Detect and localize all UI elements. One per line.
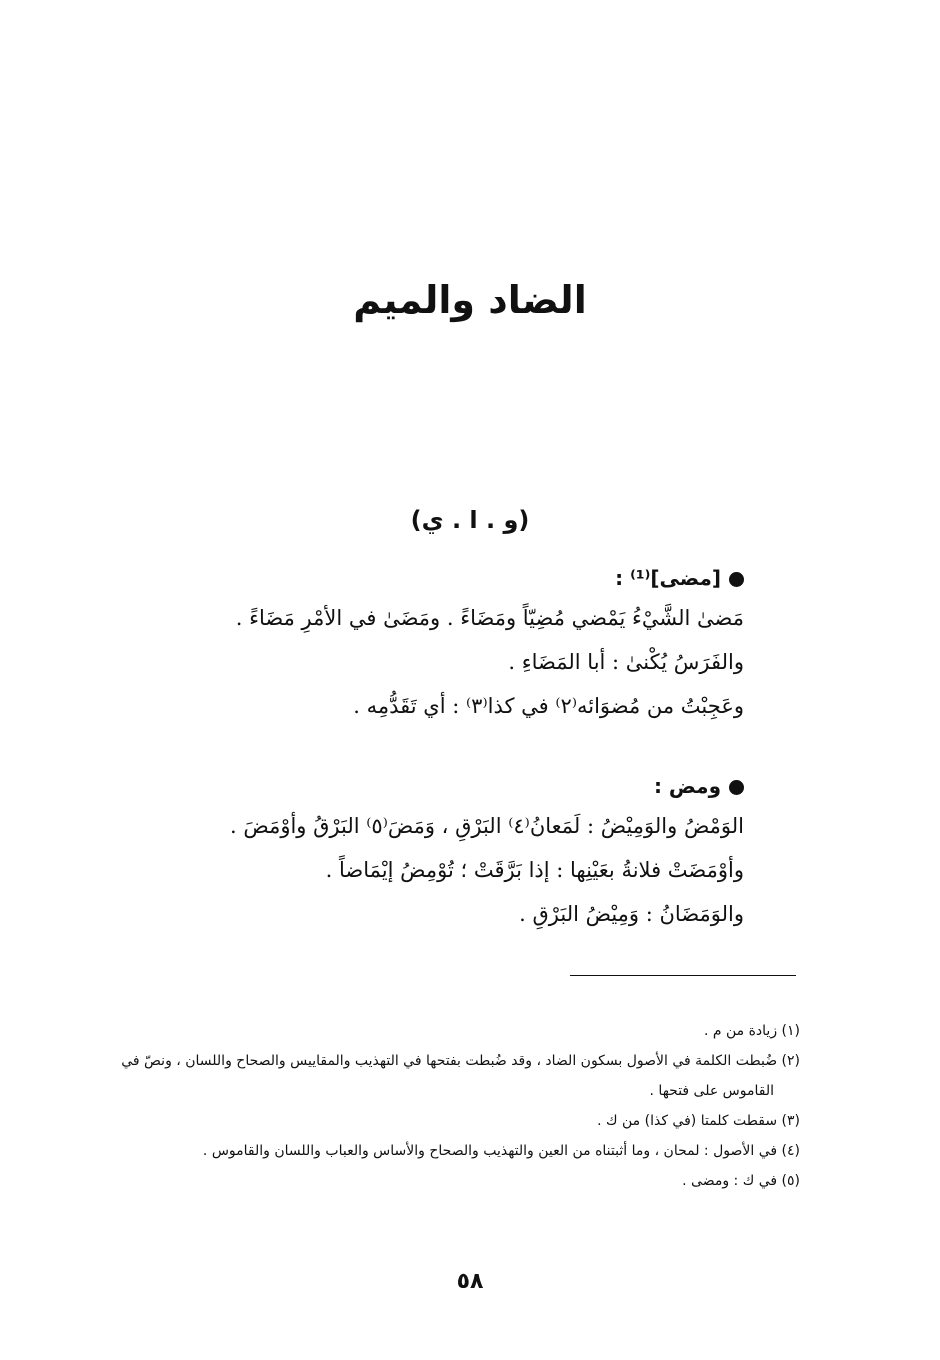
entry-line: وعَجِبْتُ من مُضوَائه⁽٢⁾ في كذا⁽٣⁾ : أي تَقَدُّمِه .: [353, 694, 744, 718]
footnotes: [80, 1016, 800, 1196]
footnote-divider: [570, 975, 796, 976]
entry-headword-text: ومض :: [653, 774, 721, 798]
footnote: (٤) في الأصول : لمحان ، وما أثبتناه من العين والتهذيب والصحاح والأساس والعباب واللسان والقاموس .: [202, 1143, 800, 1159]
entry-wamadh: [164, 768, 744, 936]
entry-line: والفَرَسُ يُكْنىٰ : أبا المَضَاءِ .: [508, 650, 744, 674]
entry-madha: [164, 560, 744, 728]
footnote: (٢) ضُبطت الكلمة في الأصول بسكون الضاد ، وقد ضُبطت بفتحها في التهذيب والمقاييس والصحاح واللسان ، ونصّ في القاموس على فتحها .: [121, 1053, 800, 1099]
footnote: (٥) في ك : ومضى .: [682, 1173, 800, 1189]
chapter-title: الضاد والميم: [353, 278, 587, 322]
entry-headword: [164, 560, 744, 596]
entry-headword-text: [مضى]⁽¹⁾ :: [615, 566, 721, 590]
entry-line: والوَمَضَانُ : وَمِيْضُ البَرْقِ .: [519, 902, 744, 926]
root-heading: (و . ا . ي): [410, 506, 530, 534]
entry-line: وأوْمَضَتْ فلانةُ بعَيْنِها : إذا بَرَّقَتْ ؛ تُوْمِضُ إيْمَاضاً .: [325, 858, 744, 882]
bullet-icon: [729, 572, 744, 587]
entry-line: مَضىٰ الشَّيْءُ يَمْضي مُضِيّاً ومَضَاءً . ومَضَىٰ في الأمْرِ مَضَاءً .: [235, 606, 744, 630]
footnote: (١) زيادة من م .: [703, 1023, 800, 1039]
entry-line: الوَمْضُ والوَمِيْضُ : لَمَعانُ⁽٤⁾ البَرْقِ ، وَمَضَ⁽٥⁾ البَرْقُ وأوْمَضَ .: [230, 814, 744, 838]
bullet-icon: [729, 780, 744, 795]
entry-headword: [164, 768, 744, 804]
page-number: ٥٨: [456, 1269, 484, 1294]
footnote: (٣) سقطت كلمتا (في كذا) من ك .: [597, 1113, 800, 1129]
